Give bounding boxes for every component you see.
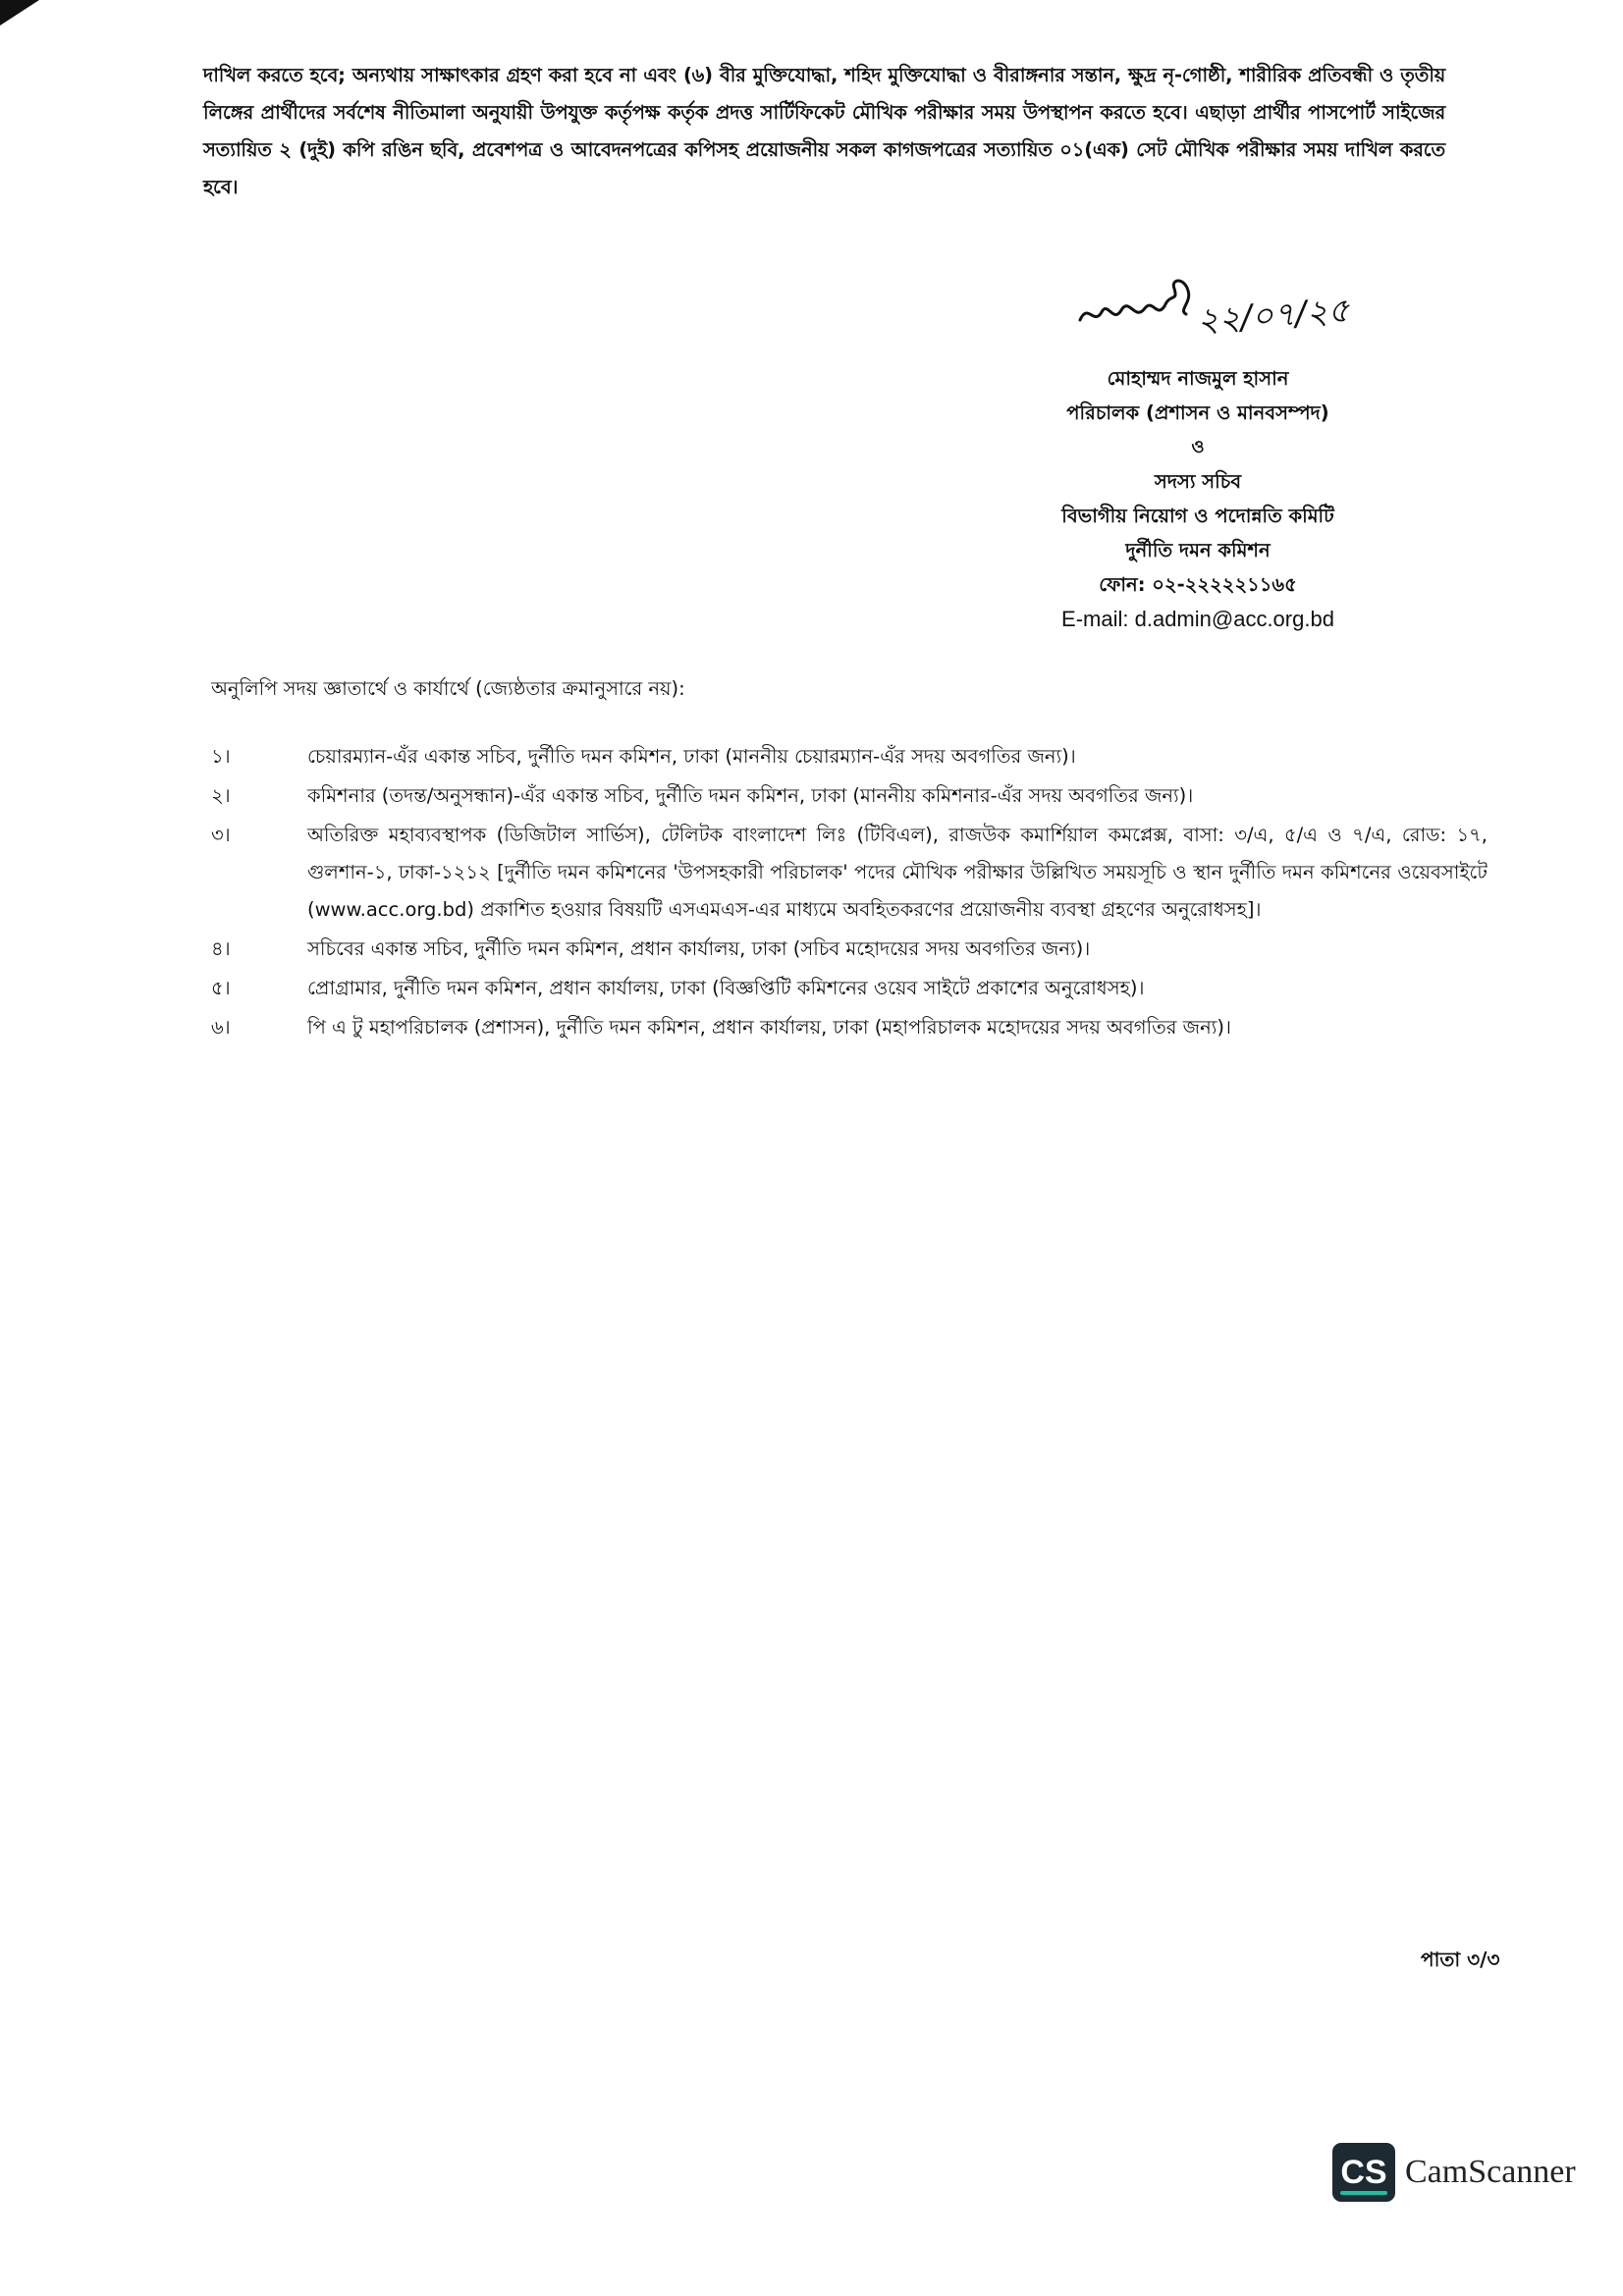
corner-scan-mark	[0, 0, 39, 26]
list-item-number: ৫।	[211, 977, 231, 999]
copy-distribution-list	[211, 738, 1488, 1048]
signatory-phone: ফোন: ০২-২২২২২১১৬৫	[1099, 573, 1297, 596]
list-item-text: প্রোগ্রামার, দুর্নীতি দমন কমিশন, প্রধান কার্যালয়, ঢাকা (বিজ্ঞপ্তিটি কমিশনের ওয়েব সাইটে প্রকাশের অনুরোধসহ)।	[307, 977, 1145, 999]
list-item-text: চেয়ারম্যান-এঁর একান্ত সচিব, দুর্নীতি দমন কমিশন, ঢাকা (মাননীয় চেয়ারম্যান-এঁর সদয় অবগতির জন্য)।	[307, 745, 1076, 768]
list-item-number: ৪।	[211, 937, 231, 960]
signatory-organization: দুর্নীতি দমন কমিশন	[1125, 539, 1271, 561]
copy-distribution-heading: অনুলিপি সদয় জ্ঞাতার্থে ও কার্যার্থে (জ্যেষ্ঠতার ক্রমানুসারে নয়):	[211, 677, 685, 700]
list-item-number: ৬।	[211, 1016, 231, 1039]
signatory-designation: পরিচালক (প্রশাসন ও মানবসম্পদ)	[1066, 401, 1329, 424]
signatory-committee: বিভাগীয় নিয়োগ ও পদোন্নতি কমিটি	[1061, 505, 1334, 527]
list-item	[211, 817, 1488, 929]
list-item-number: ১।	[211, 745, 231, 768]
camscanner-app-name: CamScanner	[1405, 2154, 1576, 2190]
intro-paragraph: দাখিল করতে হবে; অন্যথায় সাক্ষাৎকার গ্রহণ করা হবে না এবং (৬) বীর মুক্তিযোদ্ধা, শহিদ মুক্তিযোদ্ধা ও বীরাঙ্গনার সন্তান, ক্ষুদ্র নৃ-গোষ্ঠী, শারীরিক প্রতিবন্ধী ও তৃতীয় লিঙ্গের প্রার্থীদের সর্বশেষ নীতিমালা অনুযায়ী উপযুক্ত কর্তৃপক্ষ কর্তৃক প্রদত্ত সার্টিফিকেট মৌখিক পরীক্ষার সময় উপস্থাপন করতে হবে। এছাড়া প্রার্থীর পাসপোর্ট সাইজের সত্যায়িত ২ (দুই) কপি রঙিন ছবি, প্রবেশপত্র ও আবেদনপত্রের কপিসহ প্রয়োজনীয় সকল কাগজপত্রের সত্যায়িত ০১(এক) সেট মৌখিক পরীক্ষার সময় দাখিল করতে হবে।	[203, 64, 1445, 198]
list-item	[211, 777, 1488, 815]
signatory-name: মোহাম্মদ নাজমুল হাসান	[1107, 367, 1289, 390]
page-number: পাতা ৩/৩	[1421, 1948, 1500, 1971]
list-item-text: পি এ টু মহাপরিচালক (প্রশাসন), দুর্নীতি দমন কমিশন, প্রধান কার্যালয়, ঢাকা (মহাপরিচালক মহোদয়ের সদয় অবগতির জন্য)।	[307, 1016, 1231, 1039]
list-item	[211, 931, 1488, 968]
list-item-text: কমিশনার (তদন্ত/অনুসন্ধান)-এঁর একান্ত সচিব, দুর্নীতি দমন কমিশন, ঢাকা (মাননীয় কমিশনার-এঁর সদয় অবগতির জন্য)।	[307, 784, 1194, 807]
list-item	[211, 738, 1488, 775]
signature-scrawl	[1031, 263, 1365, 361]
signatory-email: E-mail: d.admin@acc.org.bd	[1061, 607, 1334, 631]
camscanner-logo-icon: CS	[1332, 2143, 1395, 2202]
list-item-text: সচিবের একান্ত সচিব, দুর্নীতি দমন কমিশন, প্রধান কার্যালয়, ঢাকা (সচিব মহোদয়ের সদয় অবগতির জন্য)।	[307, 937, 1091, 960]
signature-date: ২২/০৭/২৫	[1195, 291, 1351, 341]
list-item	[211, 970, 1488, 1007]
camscanner-watermark	[1332, 2143, 1576, 2202]
list-item	[211, 1009, 1488, 1046]
signatory-role: সদস্য সচিব	[1154, 470, 1242, 493]
signatory-conjunction: ও	[1191, 437, 1205, 457]
handwritten-signature	[1031, 263, 1365, 361]
signature-block	[1011, 263, 1384, 636]
list-item-number: ২।	[211, 784, 231, 807]
list-item-number: ৩।	[211, 824, 231, 846]
list-item-text: অতিরিক্ত মহাব্যবস্থাপক (ডিজিটাল সার্ভিস), টেলিটক বাংলাদেশ লিঃ (টিবিএল), রাজউক কমার্শিয়াল কমপ্লেক্স, বাসা: ৩/এ, ৫/এ ও ৭/এ, রোড: ১৭, গুলশান-১, ঢাকা-১২১২ [দুর্নীতি দমন কমিশনের 'উপসহকারী পরিচালক' পদের মৌখিক পরীক্ষার উল্লিখিত সময়সূচি ও স্থান দুর্নীতি দমন কমিশনের ওয়েবসাইটে (www.acc.org.bd) প্রকাশিত হওয়ার বিষয়টি এসএমএস-এর মাধ্যমে অবহিতকরণের প্রয়োজনীয় ব্যবস্থা গ্রহণের অনুরোধসহ]।	[307, 824, 1488, 921]
